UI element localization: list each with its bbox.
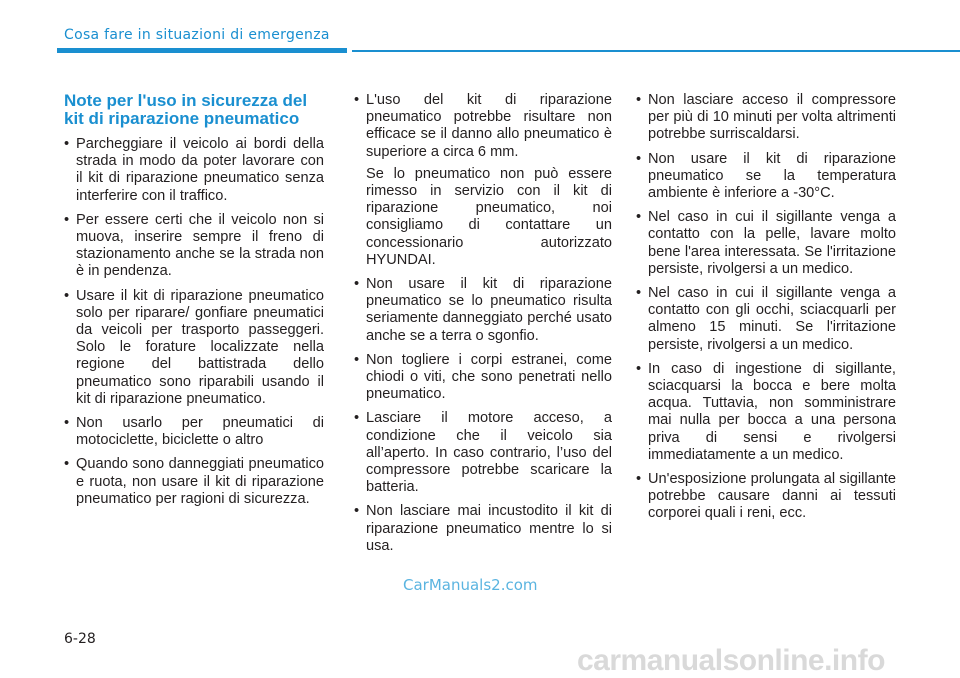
bullet-list-2 [354,92,612,555]
bullet-list-3 [636,92,896,523]
bullet-text: L'uso del kit di riparazione pneumatico potrebbe risultare non efficace se il danno allo pneumatico è superiore a circa 6 mm. [366,92,612,160]
bullet-item: • Parcheggiare il veicolo ai bordi della strada in modo da poter lavorare con il kit di riparazione pneumatico senza interferire con il traffico. [64,136,324,205]
section-header-title: Cosa fare in situazioni di emergenza [64,27,330,43]
bullet-item: • In caso di ingestione di sigillante, sciacquarsi la bocca e bere molta acqua. Tuttavia, non somministrare mai nulla per bocca a una persona priva di sensi e rivolgersi immediatamente a un medico. [636,361,896,464]
column-2 [354,92,612,562]
section-title: Note per l'uso in sicurezza del kit di riparazione pneumatico [64,91,308,128]
bullet-item: • Non usarlo per pneumatici di motociclette, biciclette o altro [64,415,324,449]
bullet-item: • Usare il kit di riparazione pneumatico solo per riparare/ gonfiare pneumatici da veicoli per trasporto passeggeri. Solo le forature localizzate nella regione del battistrada dello pneumatico sono riparabili usando il kit di riparazione pneumatico. [64,288,324,408]
bullet-item: • Non lasciare mai incustodito il kit di riparazione pneumatico mentre lo si usa. [354,503,612,555]
column-1 [64,92,324,515]
bullet-item: • Nel caso in cui il sigillante venga a contatto con gli occhi, sciacquarli per almeno 15 minuti. Se l'irritazione persiste, rivolgersi a un medico. [636,285,896,354]
column-3 [636,92,896,530]
bullet-item [354,92,612,269]
site-watermark-link[interactable]: CarManuals2.com [403,576,538,594]
footer-watermark: carmanualsonline.info [577,644,885,677]
header-rule-thick [57,48,347,53]
bullet-subparagraph: Se lo pneumatico non può essere rimesso in servizio con il kit di riparazione pneumatico, noi consigliamo di contattare un concessionario autorizzato HYUNDAI. [366,165,612,268]
page-number: 6-28 [64,631,96,647]
bullet-item: • Quando sono danneggiati pneumatico e ruota, non usare il kit di riparazione pneumatico per ragioni di sicurezza. [64,456,324,508]
bullet-item: • Un'esposizione prolungata al sigillante potrebbe causare danni ai tessuti corporei quali i reni, ecc. [636,471,896,523]
header-rule-thin [352,50,960,52]
bullet-item: • Lasciare il motore acceso, a condizione che il veicolo sia all’aperto. In caso contrario, l’uso del compressore potrebbe scaricare la batteria. [354,410,612,496]
bullet-item: • Non lasciare acceso il compressore per più di 10 minuti per volta altrimenti potrebbe surriscaldarsi. [636,92,896,144]
bullet-item: • Nel caso in cui il sigillante venga a contatto con la pelle, lavare molto bene l'area interessata. Se l'irritazione persiste, rivolgersi a un medico. [636,209,896,278]
bullet-item: • Per essere certi che il veicolo non si muova, inserire sempre il freno di stazionamento anche se la strada non è in pendenza. [64,212,324,281]
bullet-item: • Non usare il kit di riparazione pneumatico se la temperatura ambiente è inferiore a -30°C. [636,151,896,203]
bullet-item: • Non togliere i corpi estranei, come chiodi o viti, che sono penetrati nello pneumatico. [354,352,612,404]
bullet-list-1 [64,136,324,508]
bullet-item: • Non usare il kit di riparazione pneumatico se lo pneumatico risulta seriamente danneggiato perché usato anche se a terra o sgonfio. [354,276,612,345]
